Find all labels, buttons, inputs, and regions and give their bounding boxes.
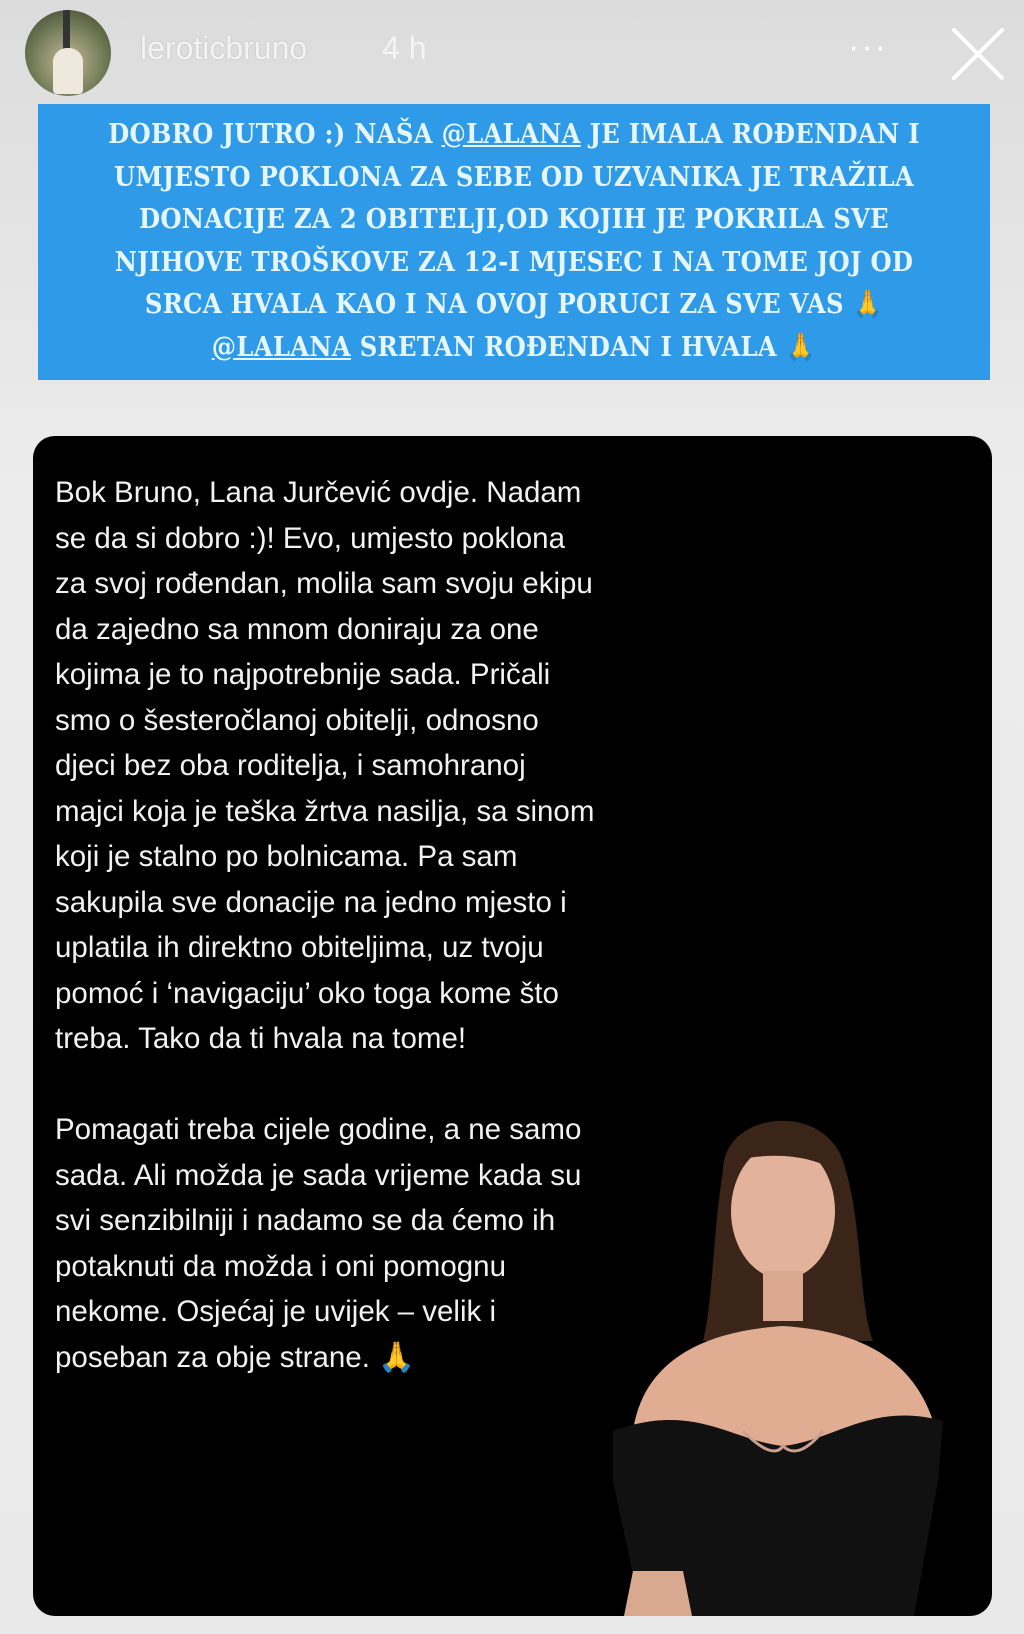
woman-photo [573,1101,973,1616]
sticker-text-part: JE IMALA ROĐENDAN I UMJESTO POKLONA ZA SEBE OD UZVANIKA JE TRAŽILA DONACIJE ZA 2 OBITELJI,OD KOJIH JE POKRILA SVE NJIHOVE TROŠKOVE ZA 12-I MJESEC I NA TOME JOJ OD SRCA HVALA KAO I NA OVOJ PORUCI ZA SVE VAS 🙏 [114,119,920,320]
message-paragraph: Bok Bruno, Lana Jurčević ovdje. Nadam se da si dobro :)! Evo, umjesto poklona za svoj rođendan, molila sam svoju ekipu da zajedno sa mnom doniraju za one kojima je to najpotrebnije sada. Pričali smo o šesteročlanoj obitelji, odnosno djeci bez oba roditelja, i samohranoj majci koja je teška žrtva nasilja, sa sinom koji je stalno po bolnicama. Pa sam sakupila sve donacije na jedno mjesto i uplatila ih direktno obiteljima, uz tvoju pomoć i ‘navigaciju’ oko toga kome što treba. Tako da ti hvala na tome! [55,476,595,1055]
text-sticker [38,104,990,380]
more-options-icon[interactable]: ··· [848,28,888,66]
message-paragraph: Pomagati treba cijele godine, a ne samo sada. Ali možda je sada vrijeme kada su svi senzibilniji i nadamo se da ćemo ih potaknuti da možda i oni pomognu nekome. Osjećaj je uvijek – velik i poseban za obje strane. 🙏 [55,1113,582,1374]
mention-link[interactable]: @LALANA [211,331,351,363]
sticker-text-part: SRETAN ROĐENDAN I HVALA 🙏 [350,331,817,363]
mention-link[interactable]: @LALANA [441,119,581,150]
sticker-text [95,114,934,369]
avatar[interactable] [25,10,111,96]
timestamp: 4 h [382,30,427,66]
close-icon[interactable] [950,26,1006,82]
username[interactable]: leroticbruno [140,30,308,66]
message-screenshot-card [33,436,992,1616]
avatar-figure [53,48,83,94]
avatar-detail [63,10,70,50]
sticker-text-part: DOBRO JUTRO :) NAŠA [108,119,442,150]
